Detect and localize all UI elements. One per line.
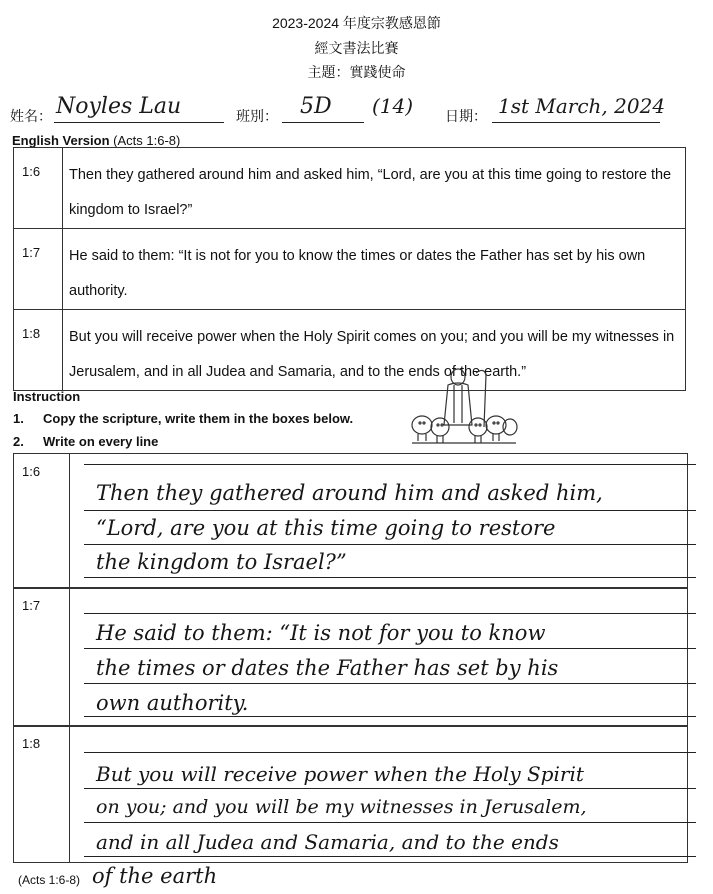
verse-row — [14, 310, 686, 391]
box-divider — [69, 726, 70, 862]
instruction-title: Instruction — [13, 389, 81, 404]
shepherd-with-sheep-illustration — [410, 365, 518, 447]
handwritten-tail: of the earth — [92, 864, 218, 888]
handwritten-line: Then they gathered around him and asked him, — [96, 481, 603, 505]
handwritten-line: own authority. — [96, 691, 249, 715]
writing-line — [84, 544, 696, 545]
instruction-item — [13, 411, 353, 426]
writing-line — [84, 683, 696, 684]
verse-row — [14, 229, 686, 310]
theme-title: 主題：實踐使命 — [307, 64, 406, 80]
event-title: 2023-2024 年度宗教感恩節 — [272, 15, 441, 31]
student-info-row — [10, 90, 700, 130]
footer-scripture-ref: (Acts 1:6-8) — [18, 873, 81, 887]
date-underline — [492, 122, 660, 123]
class-underline — [282, 122, 364, 123]
handwritten-line: “Lord, are you at this time going to restore — [96, 516, 556, 540]
verse-row — [14, 148, 686, 229]
handwriting-box-1-6 — [13, 453, 688, 589]
class-value: 5D — [300, 94, 332, 119]
handwriting-box-1-7 — [13, 587, 688, 727]
instruction-item — [13, 434, 158, 449]
instruction-number: 1. — [13, 411, 24, 426]
handwritten-line: the kingdom to Israel?” — [96, 550, 347, 574]
competition-title: 經文書法比賽 — [314, 40, 399, 56]
english-version-label: English Version — [12, 133, 110, 148]
handwriting-box-1-8 — [13, 725, 688, 863]
name-value: Noyles Lau — [56, 94, 182, 119]
verse-text: Then they gathered around him and asked him, “Lord, are you at this time going to restore the kingdom to Israel?” — [63, 148, 686, 229]
name-underline — [54, 122, 224, 123]
box-divider — [69, 454, 70, 588]
writing-line — [84, 752, 696, 753]
name-label: 姓名： — [10, 108, 52, 124]
box-verse-ref: 1:8 — [22, 736, 41, 751]
writing-line — [84, 613, 696, 614]
writing-line — [84, 856, 696, 857]
handwritten-line: and in all Judea and Samaria, and to the ends — [96, 830, 559, 854]
writing-line — [84, 648, 696, 649]
writing-line — [84, 788, 696, 789]
student-number: (14) — [372, 94, 414, 118]
instruction-number: 2. — [13, 434, 24, 449]
verse-text: But you will receive power when the Holy Spirit comes on you; and you will be my witnesses in Jerusalem, and in all Judea and Samaria, and to the ends of the earth.” — [63, 310, 686, 391]
handwritten-line: on you; and you will be my witnesses in Jerusalem, — [96, 796, 587, 818]
verse-ref: 1:7 — [14, 229, 63, 310]
english-version-heading — [12, 133, 180, 148]
verse-text: He said to them: “It is not for you to know the times or dates the Father has set by his own authority. — [63, 229, 686, 310]
date-label: 日期： — [445, 108, 487, 124]
writing-line — [84, 510, 696, 511]
instruction-text: Write on every line — [43, 434, 159, 449]
verse-table — [13, 147, 686, 391]
handwritten-line: the times or dates the Father has set by his — [96, 656, 559, 680]
writing-line — [84, 822, 696, 823]
writing-line — [84, 577, 696, 578]
verse-ref: 1:6 — [14, 148, 63, 229]
verse-ref: 1:8 — [14, 310, 63, 391]
instruction-text: Copy the scripture, write them in the boxes below. — [43, 411, 354, 426]
class-label: 班別： — [236, 108, 278, 124]
box-divider — [69, 588, 70, 726]
handwritten-line: But you will receive power when the Holy Spirit — [96, 762, 584, 786]
english-version-ref: (Acts 1:6-8) — [113, 133, 181, 148]
box-verse-ref: 1:7 — [22, 598, 41, 613]
handwritten-line: He said to them: “It is not for you to know — [96, 621, 546, 645]
writing-line — [84, 716, 696, 717]
writing-line — [84, 464, 696, 465]
box-verse-ref: 1:6 — [22, 464, 41, 479]
date-value: 1st March, 2024 — [498, 94, 666, 118]
